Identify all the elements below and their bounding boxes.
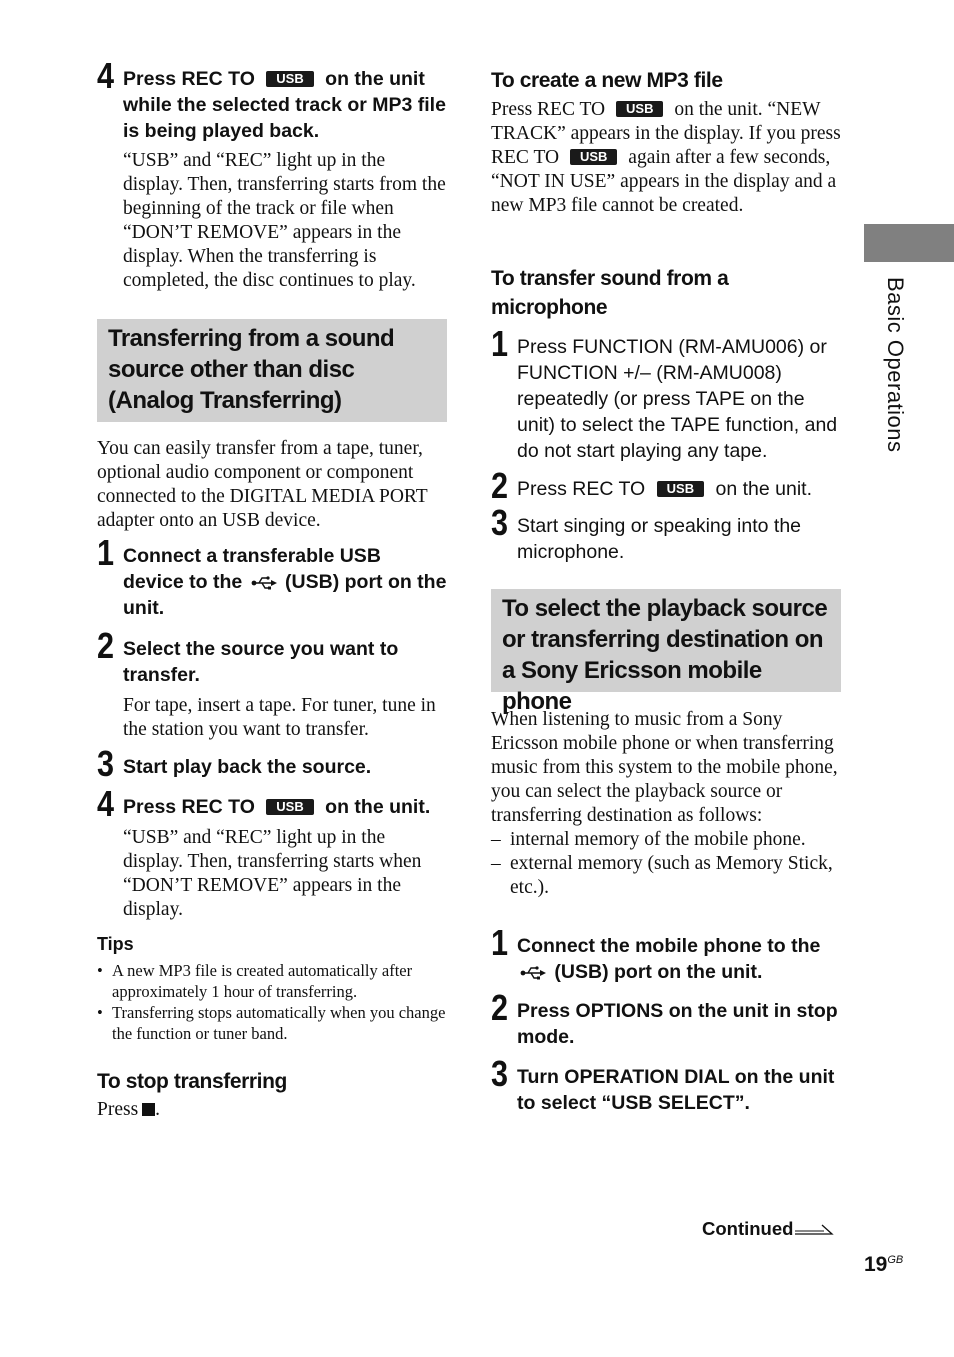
usb-badge-icon: USB	[570, 149, 617, 165]
sony-step-2	[491, 987, 841, 1050]
section-heading-sony-ericsson	[491, 589, 841, 715]
chapter-tab-marker	[864, 224, 954, 262]
step-3-start-playback	[97, 743, 447, 784]
list-item: – internal memory of the mobile phone.	[491, 828, 841, 852]
step-number: 2	[491, 465, 509, 506]
mic-step-1	[491, 323, 841, 464]
list-item: – external memory (such as Memory Stick, etc.).	[491, 852, 841, 900]
step-number: 4	[97, 55, 115, 96]
step-title: Press OPTIONS on the unit in stop mode.	[517, 1000, 838, 1048]
subheading-new-mp3: To create a new MP3 file	[491, 69, 723, 92]
sony-step-1	[491, 922, 841, 985]
section-heading-line: Transferring from a sound	[108, 325, 395, 352]
paragraph-part: Press REC TO	[491, 99, 606, 120]
step-title-part: (USB) port on the unit.	[554, 961, 763, 983]
paragraph-part: again after a few seconds, “NOT IN USE” appears in the display and a new MP3 file cannot be created.	[491, 147, 837, 216]
tips-list	[97, 960, 447, 1044]
step-title-part: (USB) port on the unit.	[123, 571, 447, 619]
step-text: Start singing or speaking into the microphone.	[517, 515, 802, 563]
sony-intro-paragraph	[491, 708, 841, 900]
section-heading-line: source other than disc	[108, 356, 355, 383]
usb-badge-icon: USB	[266, 71, 313, 87]
usb-badge-icon: USB	[266, 799, 313, 815]
sony-intro-text: When listening to music from a Sony Ericsson mobile phone or when transferring music from this system to the mobile phone, you can select the playback source or transferring destination as follows:	[491, 709, 838, 826]
continued-arrow-icon	[794, 1221, 836, 1237]
step-number: 1	[491, 323, 509, 364]
tip-item: • A new MP3 file is created automatically after approximately 1 hour of transferring.	[97, 960, 447, 1002]
subheading-stop-transferring: To stop transferring	[97, 1070, 287, 1093]
section-heading-line: (Analog Transferring)	[108, 387, 342, 414]
paragraph-part: on the unit. “NEW TRACK” appears in the display. If you press REC TO	[491, 99, 841, 168]
stop-instruction	[97, 1098, 447, 1122]
usb-badge-icon: USB	[657, 481, 704, 497]
step-number: 2	[97, 625, 115, 666]
stop-icon	[142, 1103, 155, 1116]
page-number-value: 19	[864, 1253, 888, 1276]
step-title: Select the source you want to transfer.	[123, 638, 399, 686]
chapter-label: Basic Operations	[883, 277, 908, 453]
tips-heading: Tips	[97, 934, 134, 954]
step-title-part: on the unit while the selected track or MP3 file is being played back.	[123, 68, 446, 142]
step-number: 4	[97, 783, 115, 824]
continued-label: Continued	[702, 1218, 794, 1239]
step-title	[517, 933, 841, 985]
step-1-connect-usb	[97, 532, 447, 621]
mic-step-3	[491, 502, 841, 565]
step-title: Start play back the source.	[123, 756, 372, 778]
page-number	[864, 1253, 903, 1277]
step-body: “USB” and “REC” light up in the display. Then, transferring starts when “DON’T REMOVE” appears in the display.	[123, 827, 422, 920]
subheading-line: microphone	[491, 296, 608, 319]
page-number-suffix: GB	[887, 1254, 904, 1266]
step-number: 2	[491, 987, 509, 1028]
usb-port-icon	[520, 966, 546, 980]
step-number: 3	[491, 1053, 509, 1094]
step-text-part: Press REC TO	[517, 478, 646, 500]
usb-port-icon	[251, 576, 277, 590]
step-title	[123, 66, 447, 144]
step-title-part: Press REC TO	[123, 68, 255, 90]
step-title: Turn OPERATION DIAL on the unit to select “USB SELECT”.	[517, 1066, 835, 1114]
step-number: 1	[491, 922, 509, 963]
step-number: 3	[491, 502, 509, 543]
step-title-part: Press REC TO	[123, 796, 255, 818]
step-text: Press FUNCTION (RM-AMU006) or FUNCTION +/– (RM-AMU008) repeatedly (or press TAPE on the unit) to select the TAPE function, and do not start playing any tape.	[517, 336, 838, 462]
analog-intro-paragraph: You can easily transfer from a tape, tuner, optional audio component or component connected to the DIGITAL MEDIA PORT adapter onto an USB device.	[97, 438, 428, 531]
step-number: 3	[97, 743, 115, 784]
step-title-part: Connect the mobile phone to the	[517, 935, 821, 957]
step-4-rec-playback	[97, 55, 447, 293]
step-text	[517, 476, 841, 502]
step-text-part: on the unit.	[715, 478, 813, 500]
step-title	[123, 794, 447, 820]
stop-text-end: .	[155, 1099, 161, 1120]
section-heading-line: To select the playback source	[502, 595, 828, 622]
section-heading-analog-transferring	[97, 319, 447, 422]
section-heading-line: or transferring destination on	[502, 626, 824, 653]
step-2-select-source	[97, 625, 447, 742]
step-title	[123, 543, 447, 621]
mic-step-2	[491, 465, 841, 506]
sony-step-3	[491, 1053, 841, 1116]
step-title-part: on the unit.	[325, 796, 431, 818]
step-number: 1	[97, 532, 115, 573]
subheading-line: To transfer sound from a	[491, 267, 729, 290]
tip-item: • Transferring stops automatically when you change the function or tuner band.	[97, 1002, 447, 1044]
subheading-microphone	[491, 264, 728, 322]
step-body: “USB” and “REC” light up in the display. Then, transferring starts from the beginning of the track or file when “DON’T REMOVE” appears in the display. When the transferring is completed, the disc continues to play.	[123, 150, 446, 291]
new-mp3-paragraph	[491, 98, 841, 218]
step-4-press-rec	[97, 783, 447, 922]
usb-badge-icon: USB	[616, 101, 663, 117]
sony-memory-list	[491, 828, 841, 900]
step-body: For tape, insert a tape. For tuner, tune in the station you want to transfer.	[123, 695, 436, 740]
stop-text: Press	[97, 1099, 139, 1120]
section-heading-line: a Sony Ericsson mobile phone	[502, 657, 762, 715]
step-title-part: Connect a transferable USB device to the	[123, 545, 381, 593]
